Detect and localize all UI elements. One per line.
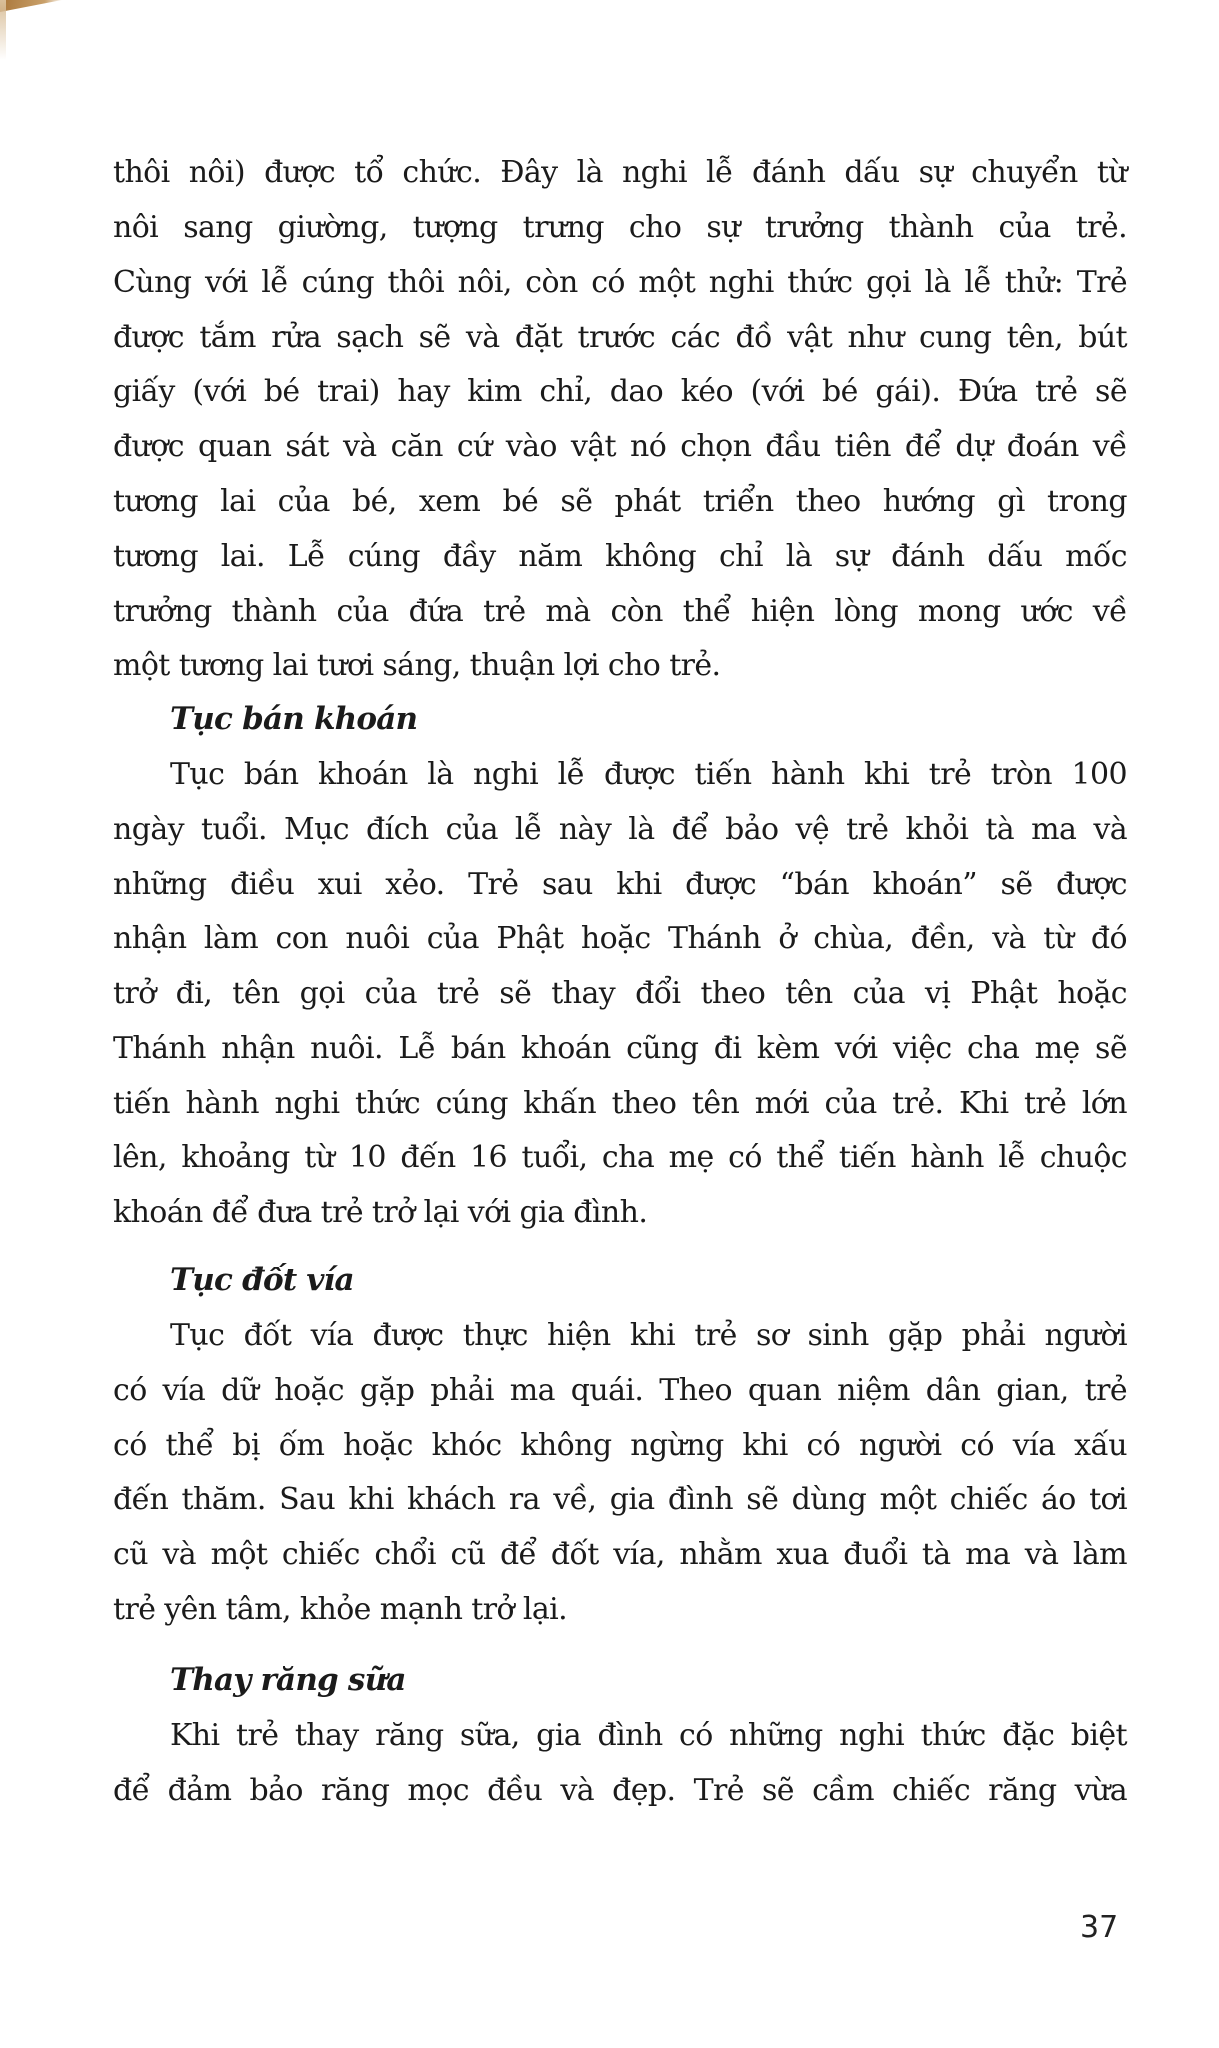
text-line: ngày tuổi. Mục đích của lễ này là để bảo vệ trẻ khỏi tà ma và [113, 812, 1127, 847]
text-line: Tục đốt vía được thực hiện khi trẻ sơ sinh gặp phải người [170, 1318, 1127, 1353]
text-line: lên, khoảng từ 10 đến 16 tuổi, cha mẹ có thể tiến hành lễ chuộc [113, 1140, 1127, 1175]
text-line: có vía dữ hoặc gặp phải ma quái. Theo quan niệm dân gian, trẻ [113, 1373, 1127, 1408]
text-line: trẻ yên tâm, khỏe mạnh trở lại. [113, 1592, 568, 1627]
text-line: đến thăm. Sau khi khách ra về, gia đình sẽ dùng một chiếc áo tơi [113, 1482, 1127, 1517]
text-line: cũ và một chiếc chổi cũ để đốt vía, nhằm xua đuổi tà ma và làm [113, 1537, 1127, 1572]
page-corner-shadow [0, 0, 62, 12]
section-heading-tuc-ban-khoan: Tục bán khoán [170, 701, 418, 737]
section-heading-thay-rang-sua: Thay răng sữa [170, 1662, 406, 1698]
text-line: nhận làm con nuôi của Phật hoặc Thánh ở chùa, đền, và từ đó [113, 921, 1127, 956]
text-line: giấy (với bé trai) hay kim chỉ, dao kéo (với bé gái). Đứa trẻ sẽ [113, 374, 1127, 409]
page-edge-shadow [0, 0, 6, 60]
text-line: nôi sang giường, tượng trưng cho sự trưởng thành của trẻ. [113, 210, 1127, 245]
text-line: Tục bán khoán là nghi lễ được tiến hành khi trẻ tròn 100 [170, 757, 1127, 792]
text-line: những điều xui xẻo. Trẻ sau khi được “bán khoán” sẽ được [113, 867, 1127, 902]
text-line: Thánh nhận nuôi. Lễ bán khoán cũng đi kèm với việc cha mẹ sẽ [113, 1031, 1127, 1066]
text-line: khoán để đưa trẻ trở lại với gia đình. [113, 1195, 648, 1230]
text-line: tiến hành nghi thức cúng khấn theo tên mới của trẻ. Khi trẻ lớn [113, 1086, 1127, 1121]
text-line: có thể bị ốm hoặc khóc không ngừng khi có người có vía xấu [113, 1428, 1127, 1463]
text-line: trở đi, tên gọi của trẻ sẽ thay đổi theo tên của vị Phật hoặc [113, 976, 1127, 1011]
text-line: được tắm rửa sạch sẽ và đặt trước các đồ vật như cung tên, bút [113, 320, 1127, 355]
text-line: được quan sát và căn cứ vào vật nó chọn đầu tiên để dự đoán về [113, 429, 1127, 464]
text-line: Khi trẻ thay răng sữa, gia đình có những nghi thức đặc biệt [170, 1718, 1127, 1753]
section-heading-tuc-dot-via: Tục đốt vía [170, 1262, 354, 1298]
text-line: một tương lai tươi sáng, thuận lợi cho trẻ. [113, 648, 721, 683]
text-line: thôi nôi) được tổ chức. Đây là nghi lễ đánh dấu sự chuyển từ [113, 155, 1127, 190]
text-line: tương lai của bé, xem bé sẽ phát triển theo hướng gì trong [113, 484, 1127, 519]
page-number: 37 [1080, 1910, 1119, 1945]
text-line: để đảm bảo răng mọc đều và đẹp. Trẻ sẽ cầm chiếc răng vừa [113, 1773, 1127, 1808]
text-line: Cùng với lễ cúng thôi nôi, còn có một nghi thức gọi là lễ thử: Trẻ [113, 265, 1127, 300]
text-line: tương lai. Lễ cúng đầy năm không chỉ là sự đánh dấu mốc [113, 539, 1127, 574]
text-line: trưởng thành của đứa trẻ mà còn thể hiện lòng mong ước về [113, 594, 1127, 629]
